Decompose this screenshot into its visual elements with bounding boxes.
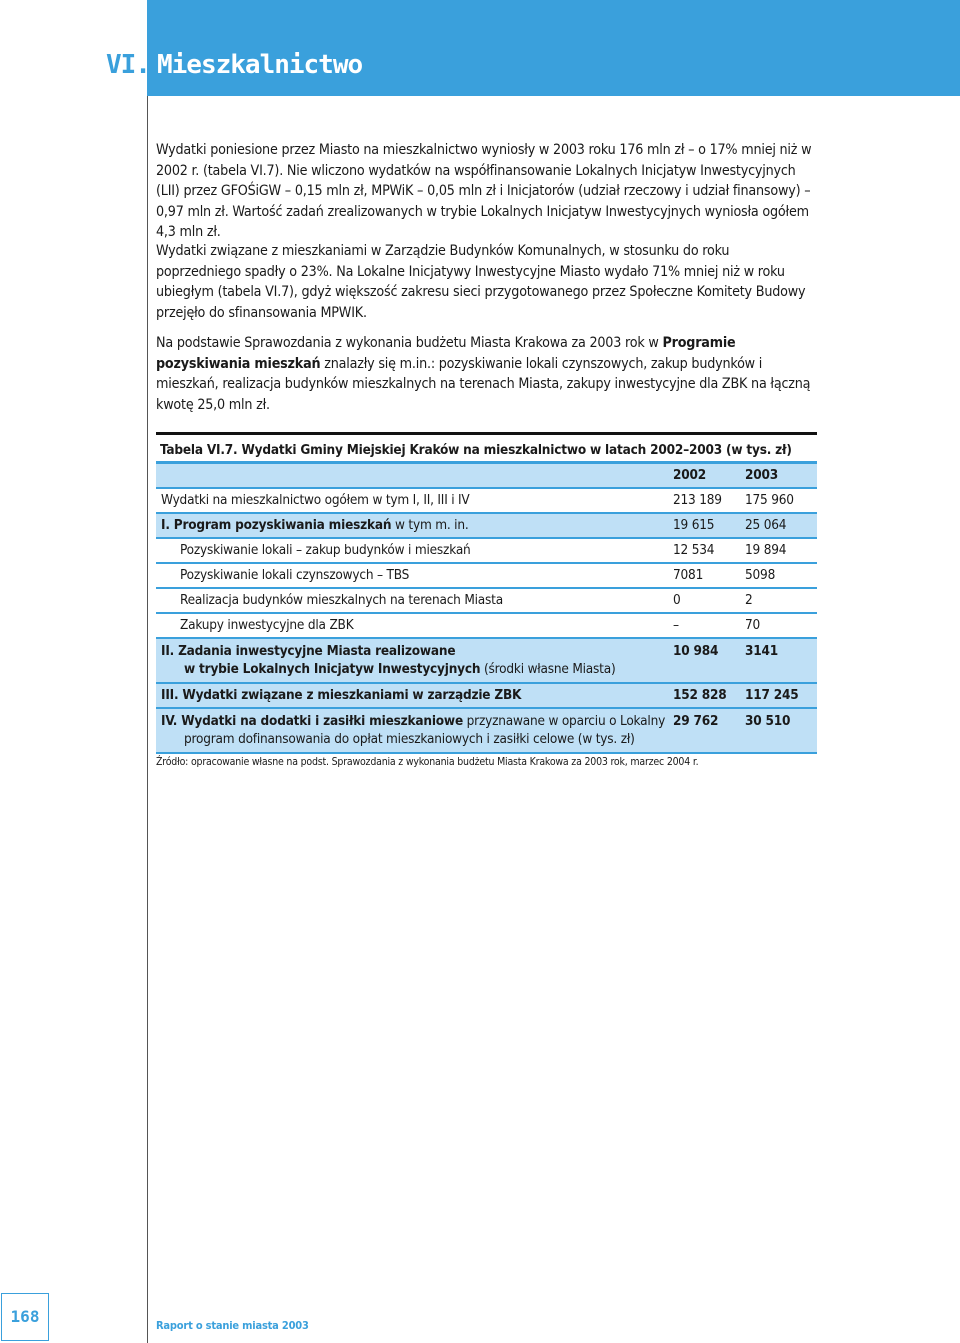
row-label: III. Wydatki związane z mieszkaniami w zarządzie ZBK [156, 683, 673, 708]
footer-report-title: Raport o stanie miasta 2003 [156, 1319, 309, 1332]
table-row [156, 638, 817, 683]
row-label: Wydatki na mieszkalnictwo ogółem w tym I, II, III i IV [156, 488, 673, 513]
value-2003: 70 [745, 613, 817, 638]
paragraph-3 [156, 333, 816, 415]
row-label-rest: przyznawane w oparciu o Lokalny [463, 713, 666, 729]
table-row [156, 708, 817, 753]
chapter-number: VI. [106, 50, 150, 80]
value-2003: 5098 [745, 563, 817, 588]
row-label [156, 513, 673, 538]
row-label-rest: (środki własne Miasta) [480, 661, 616, 677]
row-label-bold: I. Program pozyskiwania mieszkań [161, 517, 392, 533]
row-label: Pozyskiwanie lokali czynszowych – TBS [156, 563, 673, 588]
value-2002: 152 828 [673, 683, 745, 708]
expenditure-table [156, 432, 817, 754]
value-2003: 19 894 [745, 538, 817, 563]
header-label-cell [156, 464, 673, 488]
row-label-bold: IV. Wydatki na dodatki i zasiłki mieszkaniowe [161, 713, 463, 729]
row-label [156, 708, 673, 753]
value-2003: 175 960 [745, 488, 817, 513]
value-2002: 19 615 [673, 513, 745, 538]
value-2003: 30 510 [745, 708, 817, 753]
header-2003: 2003 [745, 464, 817, 488]
paragraph-2 [156, 241, 816, 323]
value-2003: 117 245 [745, 683, 817, 708]
value-2002: 213 189 [673, 488, 745, 513]
table-row [156, 488, 817, 513]
table-row [156, 588, 817, 613]
value-2002: 7081 [673, 563, 745, 588]
value-2002: 10 984 [673, 638, 745, 683]
value-2003: 3141 [745, 638, 817, 683]
table-source-note: Źródło: opracowanie własne na podst. Sprawozdania z wykonania budżetu Miasta Krakowa za 2003 rok, marzec 2004 r. [156, 756, 699, 768]
value-2003: 2 [745, 588, 817, 613]
table-body [156, 464, 817, 754]
row-label [156, 638, 673, 683]
table-row [156, 513, 817, 538]
value-2002: 12 534 [673, 538, 745, 563]
paragraph-1-text: Wydatki poniesione przez Miasto na mieszkalnictwo wyniosły w 2003 roku 176 mln zł – o 17% mniej niż w 2002 r. (tabela VI.7). Nie wliczono wydatków na współfinansowanie Lokalnych Inicjatyw Inwestycyjnych (LII) przez GFOŚiGW – 0,15 mln zł, MPWiK – 0,05 mln zł i Inicjatorów (udział rzeczowy i udział finansowy) – 0,97 mln zł. Wartość zadań zrealizowanych w trybie Lokalnych Inicjatyw Inwestycyjnych wyniosła ogółem 4,3 mln zł. [156, 142, 812, 240]
table-row [156, 563, 817, 588]
paragraph-3-text-pre: Na podstawie Sprawozdania z wykonania budżetu Miasta Krakowa za 2003 rok w [156, 335, 663, 351]
chapter-title: Mieszkalnictwo [157, 50, 363, 80]
value-2002: 0 [673, 588, 745, 613]
row-label-bold: II. Zadania inwestycyjne Miasta realizowane [161, 643, 456, 659]
page-number: 168 [1, 1293, 49, 1341]
table-row [156, 613, 817, 638]
row-label: Pozyskiwanie lokali – zakup budynków i mieszkań [156, 538, 673, 563]
table-row [156, 538, 817, 563]
paragraph-2-text: Wydatki związane z mieszkaniami w Zarządzie Budynków Komunalnych, w stosunku do roku poprzedniego spadły o 23%. Na Lokalne Inicjatywy Inwestycyjne Miasto wydało 71% mniej niż w roku ubiegłym (tabela VI.7), gdyż większość zakresu sieci przygotowanego przez Społeczne Komitety Budowy przejęło do sfinansowania MPWIK. [156, 243, 806, 321]
value-2003: 25 064 [745, 513, 817, 538]
paragraph-1 [156, 140, 816, 243]
table-row [156, 683, 817, 708]
row-label: Realizacja budynków mieszkalnych na terenach Miasta [156, 588, 673, 613]
value-2002: 29 762 [673, 708, 745, 753]
row-label-line-2: program dofinansowania do opłat mieszkaniowych i zasiłki celowe (w tys. zł) [184, 731, 635, 747]
value-2002: – [673, 613, 745, 638]
paragraph-3-text-bold: Programie pozyskiwania mieszkań [156, 335, 736, 372]
table-caption: Tabela VI.7. Wydatki Gminy Miejskiej Kraków na mieszkalnictwo w latach 2002–2003 (w tys. zł) [156, 435, 817, 464]
row-label: Zakupy inwestycyjne dla ZBK [156, 613, 673, 638]
table-header-row [156, 464, 817, 488]
header-band [147, 0, 960, 96]
margin-rule [147, 96, 148, 1343]
row-label-bold-2: w trybie Lokalnych Inicjatyw Inwestycyjnych [184, 661, 481, 677]
header-2002: 2002 [673, 464, 745, 488]
paragraph-3-text-post: znalazły się m.in.: pozyskiwanie lokali czynszowych, zakup budynków i mieszkań, realizacja budynków mieszkalnych na terenach Miasta, zakupy inwestycyjne dla ZBK na łączną kwotę 25,0 mln zł. [156, 355, 811, 413]
row-label-rest: w tym m. in. [391, 517, 469, 533]
